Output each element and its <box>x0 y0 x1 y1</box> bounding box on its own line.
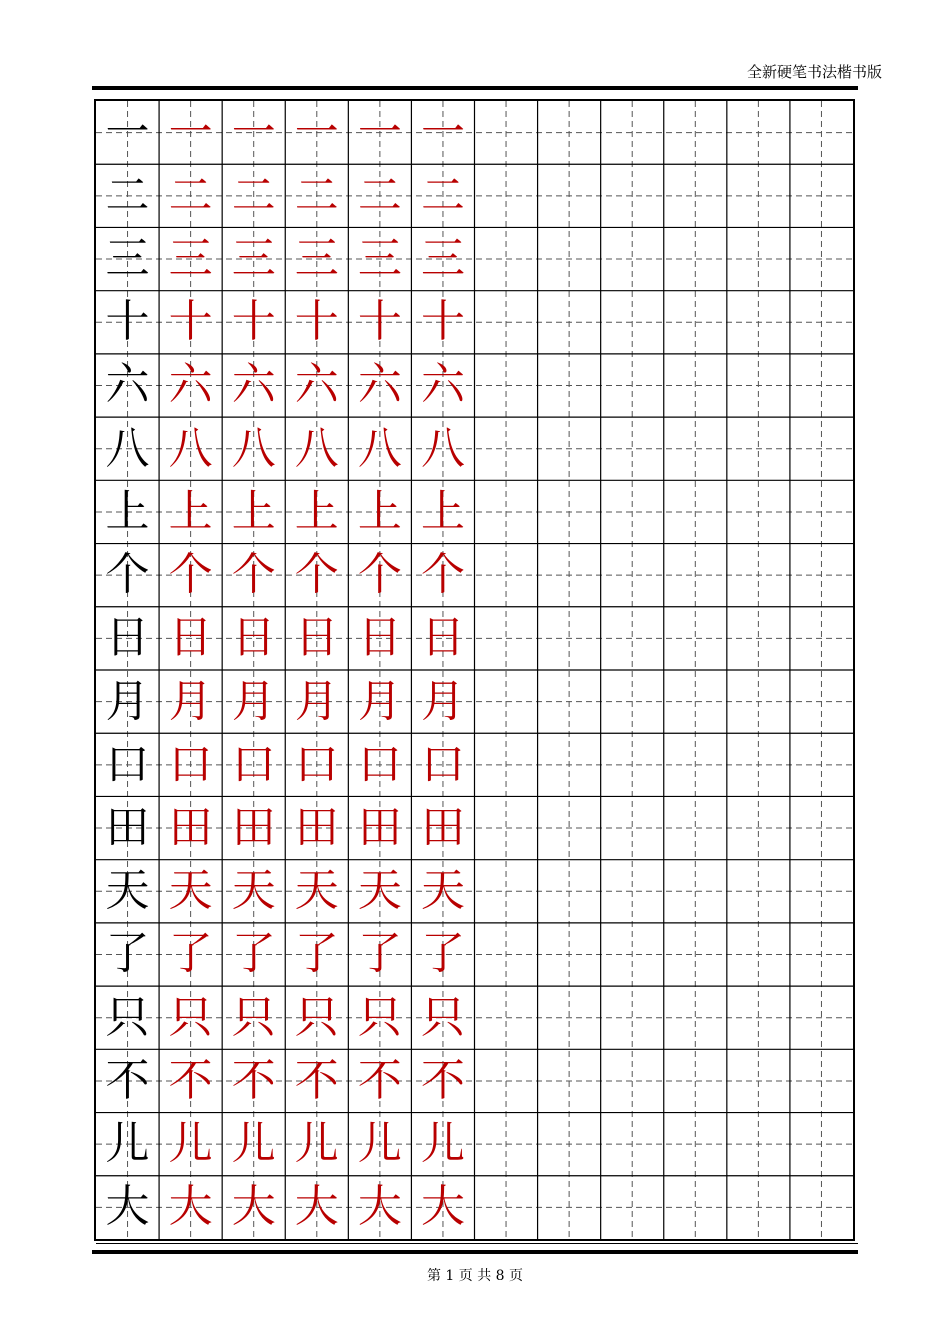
model-character: 六 <box>105 359 150 411</box>
trace-character: 上 <box>357 485 402 537</box>
model-character: 八 <box>105 422 150 474</box>
trace-character: 儿 <box>420 1118 465 1170</box>
trace-character: 八 <box>294 422 339 474</box>
trace-character: 不 <box>357 1054 402 1106</box>
model-character: 天 <box>105 865 150 917</box>
trace-character: 三 <box>357 233 402 285</box>
trace-character: 田 <box>420 802 465 854</box>
practice-grid <box>96 101 853 1239</box>
model-character: 日 <box>105 612 150 664</box>
trace-character: 六 <box>231 359 276 411</box>
trace-character: 十 <box>294 296 339 348</box>
trace-character: 一 <box>420 106 465 158</box>
trace-character: 一 <box>357 106 402 158</box>
trace-character: 十 <box>168 296 213 348</box>
trace-character: 了 <box>420 928 465 980</box>
model-character: 儿 <box>105 1118 150 1170</box>
trace-character: 三 <box>168 233 213 285</box>
trace-character: 只 <box>231 991 276 1043</box>
document-title: 全新硬笔书法楷书版 <box>746 63 882 81</box>
trace-character: 了 <box>231 928 276 980</box>
trace-character: 只 <box>294 991 339 1043</box>
trace-character: 个 <box>420 549 465 601</box>
grid-lines <box>96 101 853 1239</box>
trace-character: 六 <box>168 359 213 411</box>
trace-character: 儿 <box>231 1118 276 1170</box>
page-number: 第 1 页 共 8 页 <box>426 1268 524 1284</box>
trace-character: 月 <box>294 675 339 727</box>
trace-character: 口 <box>294 738 339 790</box>
trace-character: 六 <box>420 359 465 411</box>
trace-character: 儿 <box>294 1118 339 1170</box>
trace-character: 大 <box>294 1181 339 1233</box>
bottom-thin-rule <box>96 1243 858 1244</box>
trace-character: 日 <box>294 612 339 664</box>
trace-character: 天 <box>231 865 276 917</box>
trace-character: 一 <box>231 106 276 158</box>
trace-character: 月 <box>420 675 465 727</box>
trace-character: 口 <box>420 738 465 790</box>
trace-character: 不 <box>420 1054 465 1106</box>
trace-character: 田 <box>357 802 402 854</box>
trace-character: 日 <box>231 612 276 664</box>
model-character: 上 <box>105 485 150 537</box>
model-character: 了 <box>105 928 150 980</box>
model-character: 十 <box>105 296 150 348</box>
trace-character: 上 <box>420 485 465 537</box>
trace-character: 一 <box>294 106 339 158</box>
trace-character: 儿 <box>357 1118 402 1170</box>
trace-character: 三 <box>420 233 465 285</box>
trace-character: 大 <box>357 1181 402 1233</box>
trace-character: 不 <box>231 1054 276 1106</box>
trace-character: 口 <box>231 738 276 790</box>
trace-character: 天 <box>420 865 465 917</box>
trace-character: 个 <box>231 549 276 601</box>
trace-character: 只 <box>168 991 213 1043</box>
trace-character: 十 <box>357 296 402 348</box>
trace-character: 大 <box>168 1181 213 1233</box>
trace-character: 上 <box>294 485 339 537</box>
trace-character: 了 <box>168 928 213 980</box>
trace-character: 大 <box>231 1181 276 1233</box>
model-character: 只 <box>105 991 150 1043</box>
trace-character: 了 <box>294 928 339 980</box>
trace-character: 月 <box>168 675 213 727</box>
trace-character: 儿 <box>168 1118 213 1170</box>
trace-character: 三 <box>231 233 276 285</box>
model-character: 二 <box>105 169 150 221</box>
model-character: 三 <box>105 233 150 285</box>
trace-character: 田 <box>231 802 276 854</box>
trace-character: 不 <box>294 1054 339 1106</box>
trace-character: 三 <box>294 233 339 285</box>
trace-character: 日 <box>168 612 213 664</box>
model-character: 一 <box>105 106 150 158</box>
header-rule <box>92 86 858 90</box>
trace-character: 月 <box>231 675 276 727</box>
trace-character: 二 <box>168 169 213 221</box>
trace-character: 六 <box>357 359 402 411</box>
trace-character: 口 <box>168 738 213 790</box>
trace-character: 十 <box>420 296 465 348</box>
trace-character: 田 <box>168 802 213 854</box>
trace-character: 个 <box>168 549 213 601</box>
trace-character: 天 <box>168 865 213 917</box>
trace-character: 大 <box>420 1181 465 1233</box>
trace-character: 八 <box>231 422 276 474</box>
model-character: 口 <box>105 738 150 790</box>
trace-character: 二 <box>420 169 465 221</box>
trace-character: 上 <box>168 485 213 537</box>
trace-character: 二 <box>231 169 276 221</box>
trace-character: 天 <box>357 865 402 917</box>
trace-character: 日 <box>357 612 402 664</box>
model-character: 田 <box>105 802 150 854</box>
trace-character: 一 <box>168 106 213 158</box>
trace-character: 只 <box>357 991 402 1043</box>
trace-character: 只 <box>420 991 465 1043</box>
trace-character: 田 <box>294 802 339 854</box>
trace-character: 六 <box>294 359 339 411</box>
trace-character: 口 <box>357 738 402 790</box>
trace-character: 十 <box>231 296 276 348</box>
model-character: 个 <box>105 549 150 601</box>
trace-character: 月 <box>357 675 402 727</box>
trace-character: 上 <box>231 485 276 537</box>
trace-character: 日 <box>420 612 465 664</box>
model-character: 月 <box>105 675 150 727</box>
trace-character: 个 <box>294 549 339 601</box>
trace-character: 个 <box>357 549 402 601</box>
trace-character: 天 <box>294 865 339 917</box>
model-character: 不 <box>105 1054 150 1106</box>
trace-character: 八 <box>357 422 402 474</box>
trace-character: 不 <box>168 1054 213 1106</box>
trace-character: 八 <box>420 422 465 474</box>
trace-character: 八 <box>168 422 213 474</box>
trace-character: 二 <box>294 169 339 221</box>
footer-rule <box>92 1250 858 1254</box>
trace-character: 了 <box>357 928 402 980</box>
trace-character: 二 <box>357 169 402 221</box>
model-character: 大 <box>105 1181 150 1233</box>
